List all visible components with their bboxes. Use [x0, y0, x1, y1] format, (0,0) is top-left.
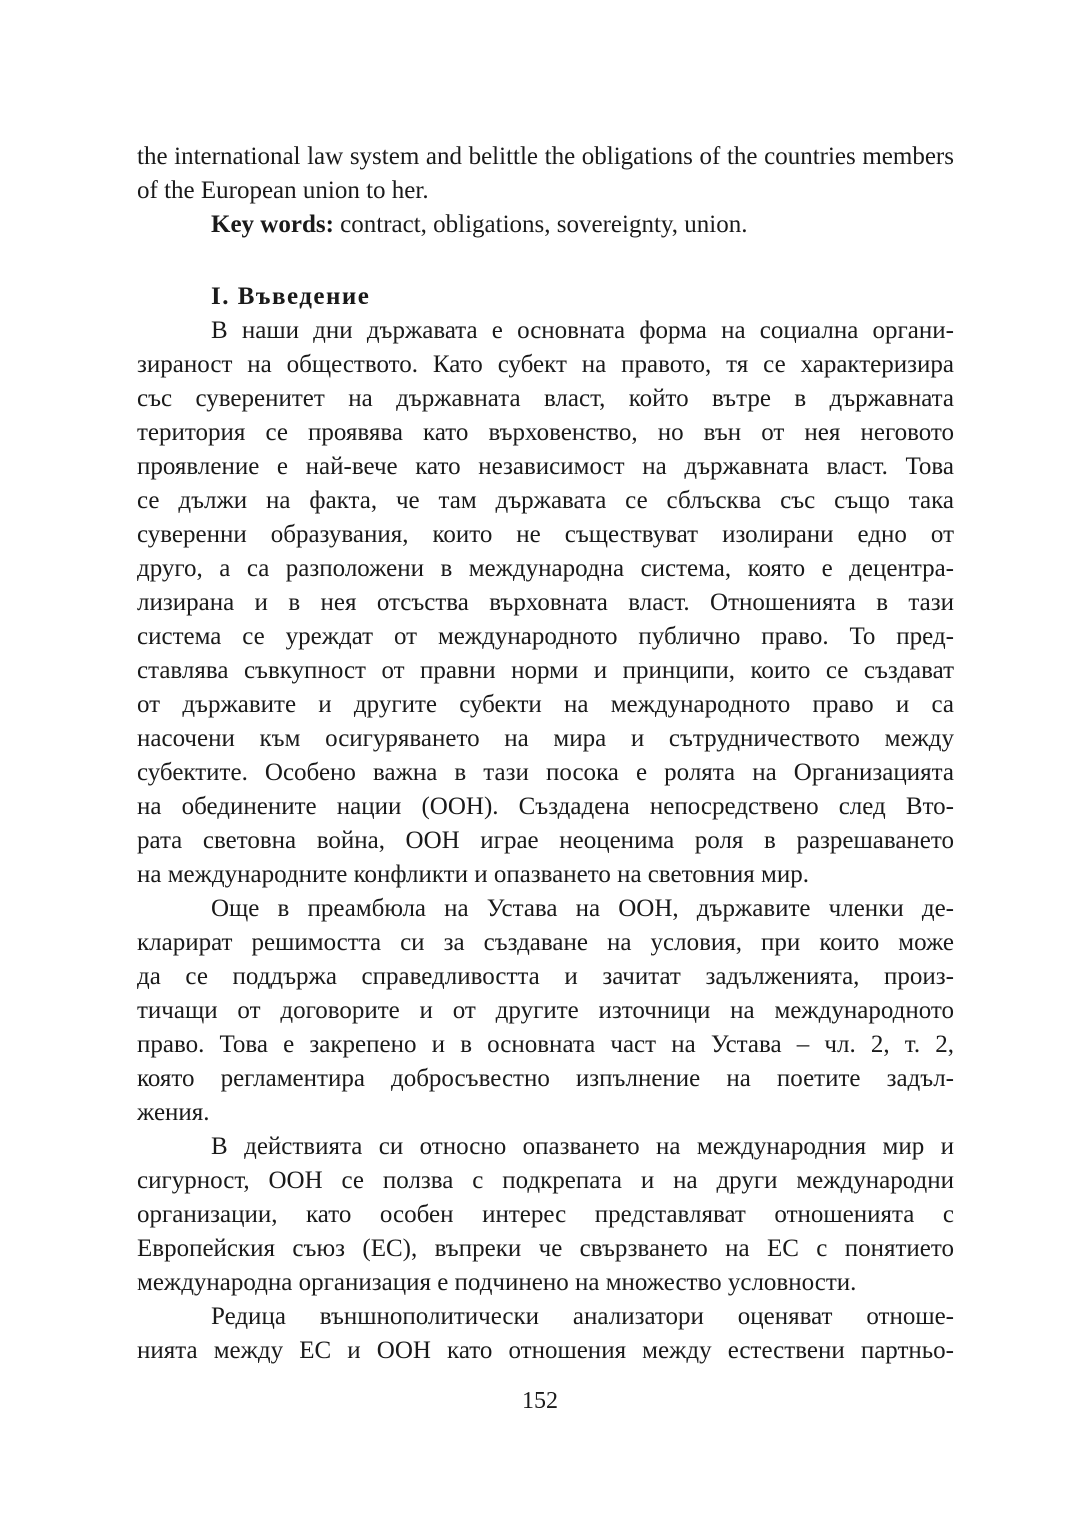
paragraph-line: жения.	[137, 1099, 210, 1126]
paragraph-line: лизирана и в нея отсъства върховната власт. Отношенията в тази	[137, 589, 954, 616]
abstract-line: of the European union to her.	[137, 177, 429, 204]
paragraph-line: тичащи от договорите и от другите източници на международното	[137, 997, 954, 1024]
paragraph-line: на обединените нации (ООН). Създадена непосредствено след Вто-	[137, 793, 954, 820]
paragraph-line: територия се проявява като върховенство, но вън от нея неговото	[137, 419, 954, 446]
paragraph-line: организации, като особен интерес представляват отношенията с	[137, 1201, 954, 1228]
section-heading: I. Въведение	[211, 283, 371, 310]
paragraph-line: Редица външнополитически анализатори оценяват отноше-	[211, 1303, 954, 1330]
paragraph-line: нията между ЕС и ООН като отношения между естествени партньо-	[137, 1337, 954, 1364]
paragraph	[137, 314, 954, 892]
paragraph-line: на международните конфликти и опазването на световния мир.	[137, 861, 809, 888]
page-number: 152	[522, 1388, 558, 1414]
paragraph-line: право. Това е закрепено и в основната част на Устава – чл. 2, т. 2,	[137, 1031, 954, 1058]
paragraph-line: система се уреждат от международното публично право. То пред-	[137, 623, 954, 650]
keywords-text: contract, obligations, sovereignty, union.	[333, 211, 748, 238]
paragraph-line: насочени към осигуряването на мира и сътрудничеството между	[137, 725, 954, 752]
keywords-line	[137, 208, 954, 242]
paragraph-line: която регламентира добросъвестно изпълнение на поетите задъл-	[137, 1065, 954, 1092]
paragraph-line: да се поддържа справедливостта и зачитат задълженията, произ-	[137, 963, 954, 990]
paragraph-line: ставлява съвкупност от правни норми и принципи, които се създават	[137, 657, 954, 684]
paragraph-line: Европейския съюз (ЕС), въпреки че свързването на ЕС с понятието	[137, 1235, 954, 1262]
abstract-line: the international law system and belittle the obligations of the countries members	[137, 143, 954, 170]
paragraph-line: международна организация е подчинено на множество условности.	[137, 1269, 857, 1296]
paragraph-line: се дължи на факта, че там държавата се сблъсква със също така	[137, 487, 954, 514]
paragraph-line: субектите. Особено важна в тази посока е ролята на Организацията	[137, 759, 954, 786]
paragraph-line: суверенни образувания, които не съществуват изолирани едно от	[137, 521, 954, 548]
paragraph	[137, 892, 954, 1130]
body-text	[137, 140, 954, 1368]
paragraph-line: от държавите и другите субекти на международното право и са	[137, 691, 954, 718]
paragraph-line: друго, а са разположени в международна система, която е децентра-	[137, 555, 954, 582]
paragraph-line: зираност на обществото. Като субект на правото, тя се характеризира	[137, 351, 954, 378]
paragraph-line: със суверенитет на държавната власт, който вътре в държавната	[137, 385, 954, 412]
keywords-label: Key words:	[211, 211, 334, 238]
paragraph-line: В действията си относно опазването на международния мир и	[211, 1133, 954, 1160]
paragraph-line: рата световна война, ООН играе неоценима роля в разрешаването	[137, 827, 954, 854]
paragraph-line: В наши дни държавата е основната форма на социална органи-	[211, 317, 954, 344]
paragraph	[137, 1300, 954, 1368]
paragraph	[137, 1130, 954, 1300]
paragraph-line: проявление е най-вече като независимост на държавната власт. Това	[137, 453, 954, 480]
abstract-block	[137, 140, 954, 242]
paragraph-line: Още в преамбюла на Устава на ООН, държавите членки де-	[211, 895, 954, 922]
paragraph-line: сигурност, ООН се ползва с подкрепата и на други международни	[137, 1167, 954, 1194]
paragraph-line: кларират решимостта си за създаване на условия, при които може	[137, 929, 954, 956]
